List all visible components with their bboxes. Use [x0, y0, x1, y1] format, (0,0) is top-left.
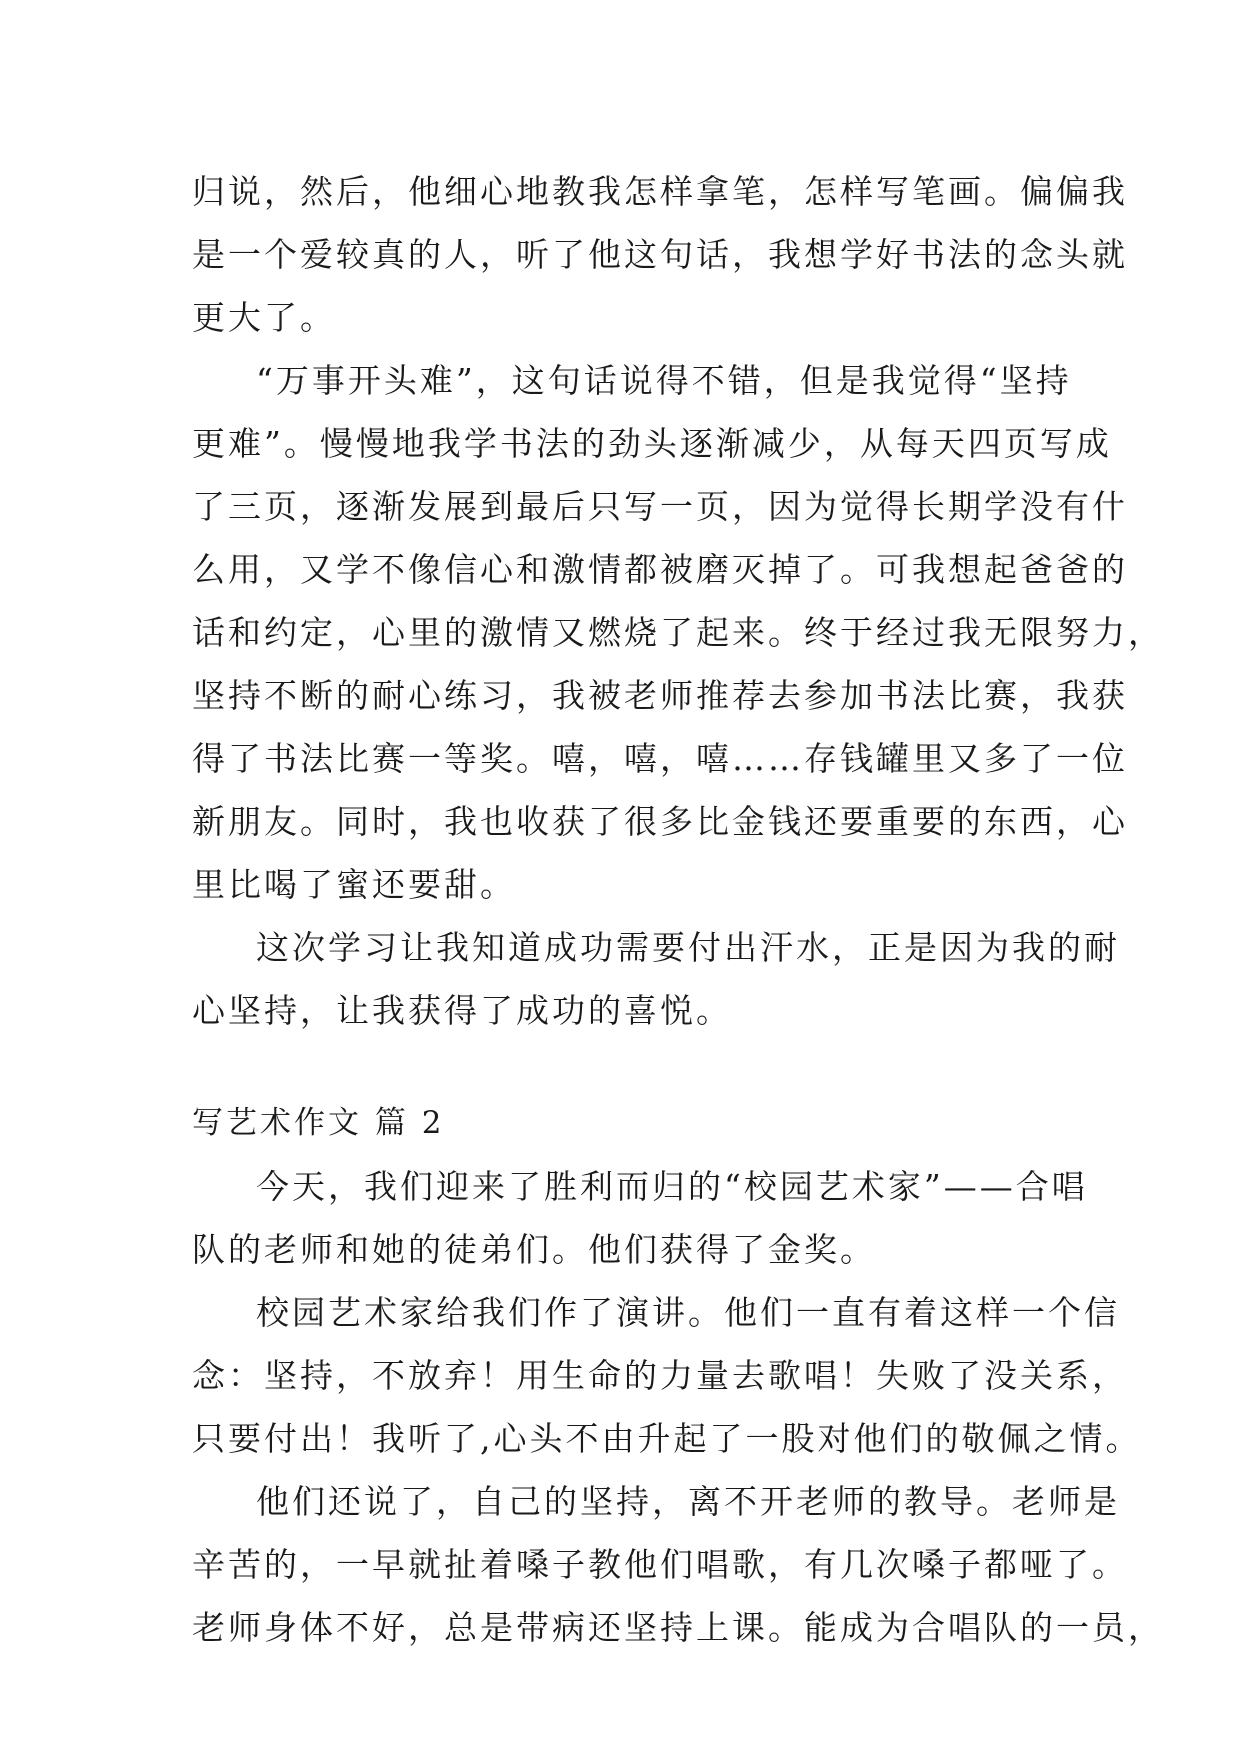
text-line: 他们还说了，自己的坚持，离不开老师的教导。老师是 [256, 1482, 1120, 1521]
text-line: 今天，我们迎来了胜利而归的“校园艺术家”——合唱 [256, 1167, 1088, 1206]
text-line: 里比喝了蜜还要甜。 [192, 865, 516, 904]
text-line: 新朋友。同时，我也收获了很多比金钱还要重要的东西，心 [192, 802, 1128, 841]
text-line: 只要付出！我听了,心头不由升起了一股对他们的敬佩之情。 [192, 1419, 1142, 1458]
text-line: 是一个爱较真的人，听了他这句话，我想学好书法的念头就 [192, 235, 1128, 274]
text-line: 老师身体不好，总是带病还坚持上课。能成为合唱队的一员， [192, 1608, 1164, 1647]
text-line: 这次学习让我知道成功需要付出汗水，正是因为我的耐 [256, 928, 1120, 967]
text-line: 了三页，逐渐发展到最后只写一页，因为觉得长期学没有什 [192, 487, 1128, 526]
text-line: 校园艺术家给我们作了演讲。他们一直有着这样一个信 [256, 1293, 1120, 1332]
text-line: 队的老师和她的徒弟们。他们获得了金奖。 [192, 1230, 876, 1269]
text-line: 辛苦的，一早就扯着嗓子教他们唱歌，有几次嗓子都哑了。 [192, 1545, 1128, 1584]
text-line: 更大了。 [192, 298, 336, 337]
text-line: 念：坚持，不放弃！用生命的力量去歌唱！失败了没关系， [192, 1356, 1128, 1395]
paragraph-1 [192, 160, 1128, 349]
text-line: 得了书法比赛一等奖。嘻，嘻，嘻……存钱罐里又多了一位 [192, 739, 1128, 778]
document-page [192, 160, 1164, 1659]
text-line: 话和约定，心里的激情又燃烧了起来。终于经过我无限努力， [192, 613, 1164, 652]
text-line: 坚持不断的耐心练习，我被老师推荐去参加书法比赛，我获 [192, 676, 1128, 715]
text-line: 归说，然后，他细心地教我怎样拿笔，怎样写笔画。偏偏我 [192, 172, 1128, 211]
section-title: 写艺术作文 篇 2 [192, 1105, 445, 1141]
paragraph-3 [192, 916, 1120, 1042]
section-paragraph-1 [192, 1155, 1088, 1281]
section-paragraph-3 [192, 1470, 1164, 1659]
text-line: “万事开头难”，这句话说得不错，但是我觉得“坚持 [256, 361, 1072, 400]
paragraph-2 [192, 349, 1164, 916]
text-line: 心坚持，让我获得了成功的喜悦。 [192, 991, 732, 1030]
text-line: 么用，又学不像信心和激情都被磨灭掉了。可我想起爸爸的 [192, 550, 1128, 589]
text-line: 更难”。慢慢地我学书法的劲头逐渐减少，从每天四页写成 [192, 424, 1112, 463]
section-paragraph-2 [192, 1281, 1142, 1470]
